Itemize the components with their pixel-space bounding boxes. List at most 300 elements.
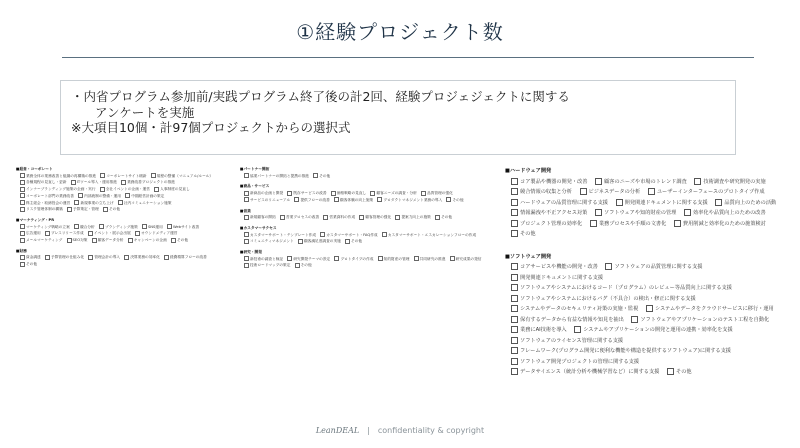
checklist-item-label: 顧客のニーズや市場のトレンド調査 (604, 178, 687, 185)
checklist-item (154, 186, 190, 193)
checklist-item (20, 179, 67, 186)
checklist-item (128, 237, 167, 244)
checkbox-icon (511, 220, 518, 227)
checklist-item (118, 200, 172, 207)
checklist-item (378, 256, 410, 263)
checklist-item (684, 208, 766, 219)
checklist-item (580, 187, 641, 198)
checkbox-icon (244, 239, 249, 244)
checklist-item-label: システムやデータをクラウドサービスに移行・運用 (654, 306, 774, 312)
checklist-item-label: ソフトウェアやアプリケーションのテスト工程を自動化 (640, 316, 770, 323)
checklist-item (511, 208, 587, 219)
checkbox-icon (151, 173, 156, 178)
checkbox-icon (45, 231, 50, 236)
checklist-item (511, 273, 603, 284)
checklist-item-label: 価格戦略の見直し (336, 191, 367, 196)
checklist-item (395, 214, 431, 221)
checkbox-icon (298, 239, 303, 244)
checkbox-icon (694, 178, 701, 185)
checklist-item-label: 社内コミュニケーション施策 (123, 200, 172, 205)
checklist-item (244, 256, 283, 263)
checklist-item (334, 197, 373, 204)
checklist-item-label: 業務改善プロジェクトの推進 (127, 180, 175, 185)
checkbox-icon (648, 188, 655, 195)
checklist-item (511, 229, 536, 240)
checklist-item (20, 206, 63, 213)
note-line-2: アンケートを実施 (95, 104, 195, 120)
checkbox-icon (20, 180, 25, 185)
checklist-item-label: ITツール導入・運用推進 (76, 180, 117, 185)
checkbox-icon (124, 255, 129, 260)
checklist-item-label: 提案力向上の施策 (401, 215, 431, 220)
checklist-item-label: マーケティング戦略の立案 (26, 224, 70, 229)
checklist-item (78, 193, 121, 200)
checklist-item (244, 190, 283, 197)
checklist-item (287, 256, 330, 263)
checklist-item-label: その他 (26, 262, 38, 267)
checkbox-icon (244, 215, 249, 220)
checklist-section (505, 252, 790, 378)
checkbox-icon (382, 232, 387, 237)
checkbox-icon (320, 232, 325, 237)
checklist-item (88, 230, 131, 237)
checklist-item-label: 中期経営計画の策定 (131, 193, 165, 198)
checkbox-icon (511, 230, 518, 237)
checklist-item (370, 190, 416, 197)
checklist-item (167, 224, 199, 231)
checklist-items (16, 254, 221, 267)
checkbox-icon (67, 207, 72, 212)
checkbox-icon (511, 316, 518, 323)
checklist-item (88, 254, 120, 261)
checkbox-icon (171, 238, 176, 243)
checklist-item-label: 品質向上のための活動 (724, 199, 777, 206)
checklist-section (240, 183, 490, 203)
checklist-items (240, 256, 490, 269)
checklist-item-label: コアサービスや機能の開発・改善 (520, 264, 598, 270)
checkbox-icon (167, 224, 172, 229)
checklist-item-label: 技術調査や研究開発の実施 (703, 178, 766, 185)
checkbox-icon (20, 255, 25, 260)
checklist-item (331, 190, 367, 197)
section-heading: ■パートナー開拓 (240, 167, 270, 171)
checklist-item-label: ユーザーインターフェースのプロトタイプ作成 (656, 189, 765, 195)
checkbox-icon (154, 187, 159, 192)
checklist-item (435, 214, 452, 221)
checklist-item (574, 325, 732, 336)
checklist-item (99, 224, 138, 231)
checklist-item-label: 営業プロセスの改善 (286, 215, 320, 220)
checkbox-icon (574, 326, 581, 333)
checklist-item (313, 173, 330, 180)
checklist-item-label: 既存サービスの改善 (293, 191, 327, 196)
checkbox-icon (244, 173, 249, 178)
checklist-item (511, 177, 587, 188)
checklist-item-label: コア製品や機器の開発・改善 (520, 178, 588, 185)
checkbox-icon (511, 274, 518, 281)
checklist-item-label: 規程の整備（マニュアル/ルール） (156, 173, 214, 178)
checklist-item (511, 346, 731, 357)
checkbox-icon (511, 188, 518, 195)
footer-separator: | (367, 426, 370, 435)
checkbox-icon (313, 173, 318, 178)
checkbox-icon (20, 224, 25, 229)
checklist-item (151, 173, 213, 180)
section-heading: ■財務 (16, 248, 27, 253)
checklist-item-label: 提供フローの改善 (300, 197, 330, 202)
checkbox-icon (287, 256, 292, 261)
checklist-item-label: 予算策定・管理 (73, 207, 99, 212)
checklist-item (511, 325, 567, 336)
checkbox-icon (435, 215, 440, 220)
checklist-section (16, 217, 221, 244)
checklist-column-3 (505, 166, 790, 390)
checkbox-icon (590, 220, 597, 227)
checklist-items (240, 214, 490, 221)
checklist-items (505, 177, 790, 240)
checklist-item (100, 173, 146, 180)
checklist-item-label: 研究開発テーマの設定 (293, 256, 331, 261)
checkbox-icon (511, 305, 518, 312)
checklist-item (320, 232, 377, 239)
checklist-item (103, 206, 120, 213)
checklist-item (359, 214, 391, 221)
checklist-item (605, 262, 702, 273)
checkbox-icon (67, 238, 72, 243)
checklist-item (45, 254, 84, 261)
checklist-item-label: 業務にAI技術を導入 (520, 327, 567, 333)
checkbox-icon (511, 199, 518, 206)
checklist-item (511, 367, 659, 378)
checklist-item-label: 全社イベントの企画・運営 (105, 187, 150, 192)
checklist-item (244, 232, 316, 239)
checklist-item (124, 254, 160, 261)
checkbox-icon (377, 197, 382, 202)
checkbox-icon (450, 256, 455, 261)
checkbox-icon (378, 256, 383, 261)
checklist-item (20, 230, 41, 237)
checklist-item-label: 情報漏洩や不正アクセス対策 (520, 210, 588, 216)
checklist-item (511, 219, 582, 230)
checkbox-icon (244, 191, 249, 196)
checklist-item-label: 営業資料の作成 (329, 215, 356, 220)
checklist-section (16, 166, 221, 213)
checklist-item (74, 224, 95, 231)
checklist-item-label: その他 (109, 207, 121, 212)
checklist-item-label: その他 (351, 239, 363, 244)
checkbox-icon (511, 284, 518, 291)
checklist-item (244, 214, 276, 221)
checkbox-icon (595, 178, 602, 185)
checkbox-icon (674, 220, 681, 227)
checkbox-icon (684, 209, 691, 216)
checklist-item (67, 237, 88, 244)
checkbox-icon (511, 368, 518, 375)
survey-note-box (60, 80, 736, 155)
checklist-item (446, 197, 463, 204)
checkbox-icon (646, 305, 653, 312)
checklist-column-2 (240, 166, 490, 273)
checklist-item-label: カスタマーサポート・FAQ作成 (326, 232, 378, 237)
checklist-item (511, 336, 623, 347)
checklist-item-label: システムやデータのセキュリティ対策の実施・監視 (520, 306, 639, 312)
checklist-item (345, 238, 362, 245)
checklist-item-label: ブランディング施策 (104, 224, 138, 229)
section-heading: ■マーケティング・PR (16, 217, 55, 222)
checklist-item-label: コーポレートサイト刷新 (106, 173, 147, 178)
checkbox-icon (446, 197, 451, 202)
checklist-item-label: 各種規程の見直し・更新 (26, 180, 67, 185)
checklist-item-label: プロトタイプの作成 (340, 256, 374, 261)
checklist-item-label: 費用削減と効率化のための施策検討 (682, 220, 766, 227)
checklist-item-label: プロダクトマネジメント業務の導入 (383, 197, 443, 202)
checklist-item (125, 193, 164, 200)
checklist-item (595, 177, 687, 188)
checkbox-icon (99, 224, 104, 229)
checklist-item-label: 共同研究の推進 (419, 256, 446, 261)
checkbox-icon (78, 193, 83, 198)
checklist-item-label: イベント・展示会出展 (93, 231, 131, 236)
checkbox-icon (595, 209, 602, 216)
checkbox-icon (244, 256, 249, 261)
checkbox-icon (511, 337, 518, 344)
checklist-items (240, 173, 490, 180)
checkbox-icon (580, 188, 587, 195)
section-heading: ■営業 (240, 208, 251, 213)
checklist-section (240, 249, 490, 269)
checkbox-icon (118, 200, 123, 205)
checklist-item (450, 256, 482, 263)
checkbox-icon (20, 231, 25, 236)
checklist-item-label: 広告運用 (26, 231, 41, 236)
checkbox-icon (616, 199, 623, 206)
checklist-item (45, 230, 84, 237)
checklist-item (595, 208, 676, 219)
checklist-item (135, 230, 178, 237)
section-heading: ■研究・開発 (240, 250, 262, 255)
checklist-item (667, 367, 692, 378)
checklist-item (142, 224, 163, 231)
checkbox-icon (395, 215, 400, 220)
checklist-item (298, 238, 341, 245)
checklist-item-label: その他 (300, 263, 312, 268)
checklist-item (511, 315, 624, 326)
checklist-item-label: サービスのリニューアル (250, 197, 291, 202)
checklist-item (715, 198, 776, 209)
checklist-item (20, 193, 74, 200)
checklist-item-label: 顧客体験の向上施策 (340, 197, 374, 202)
checklist-item-label: ソフトウェアやシステムにおけるバグ（不具合）の検出・修正に関する支援 (520, 295, 696, 302)
title-divider (62, 57, 754, 58)
checklist-item (295, 262, 312, 269)
checkbox-icon (605, 263, 612, 270)
checklist-item-label: 株主総会・取締役会の運営 (26, 200, 71, 205)
checkbox-icon (244, 263, 249, 268)
checklist-item (20, 173, 96, 180)
checkbox-icon (20, 238, 25, 243)
checklist-item (646, 304, 774, 315)
checklist-item-label: 顧客満足度調査の実施 (303, 239, 341, 244)
checklist-item-label: ソフトウェアのライセンス管理に関する支援 (520, 337, 624, 344)
checklist-item-label: コミュニティマネジメント (250, 239, 294, 244)
checklist-item (244, 197, 290, 204)
checkbox-icon (414, 256, 419, 261)
checklist-item-label: インナーブランディング施策の企画・実行 (26, 187, 96, 192)
checklist-item-label: 競合分析 (80, 224, 95, 229)
checklist-item (511, 187, 572, 198)
checklist-section (16, 248, 221, 268)
checkbox-icon (331, 191, 336, 196)
checkbox-icon (294, 197, 299, 202)
checklist-item (71, 179, 117, 186)
checklist-item-label: ソフトウェアや知的財産の管理 (603, 210, 677, 216)
checklist-section (505, 166, 790, 240)
checkbox-icon (128, 238, 133, 243)
checkbox-icon (511, 209, 518, 216)
checklist-item-label: ソフトウェアやシステムにおけるコード（プログラム）のレビュー等品質向上に関する支援 (520, 285, 732, 291)
checklist-item (377, 197, 442, 204)
checklist-item (67, 206, 99, 213)
checklist-item-label: 新規顧客の開拓 (250, 215, 276, 220)
checklist-item-label: ソフトウェア開発プロジェクトの管理に関する支援 (520, 358, 640, 365)
checklist-item-label: 品質管理の強化 (427, 191, 453, 196)
checklist-item-label: メールマーケティング (26, 238, 63, 243)
checklist-item-label: 新商品の企画と開発 (250, 191, 284, 196)
checklist-item-label: ハードウェアの品質管理に関する支援 (520, 199, 608, 206)
checklist-item (511, 283, 732, 294)
note-line-3: ※大項目10個・計97個プロジェクトからの選択式 (71, 120, 351, 135)
checklist-item-label: 知的財産の管理 (383, 256, 410, 261)
checkbox-icon (135, 231, 140, 236)
section-heading: ■経営・コーポレート (16, 167, 53, 171)
checklist-items (16, 173, 221, 213)
checklist-item-label: 保有するデータから有益な情報や知見を抽出 (520, 316, 624, 323)
checkbox-icon (511, 347, 518, 354)
checklist-item (674, 219, 766, 230)
checklist-section (240, 166, 490, 179)
checklist-item (244, 262, 290, 269)
checklist-item (164, 254, 207, 261)
checkbox-icon (121, 180, 126, 185)
checkbox-icon (511, 178, 518, 185)
checklist-item (244, 238, 294, 245)
checklist-item-label: その他 (177, 238, 189, 243)
checklist-item-label: その他 (676, 369, 692, 375)
checkbox-icon (334, 256, 339, 261)
checklist-item-label: 新技術の調査と検証 (250, 256, 284, 261)
checklist-item-label: 技術ロードマップの策定 (250, 263, 291, 268)
checklist-item-label: 管理会計の導入 (94, 255, 121, 260)
checkbox-icon (20, 173, 25, 178)
checklist-item (20, 224, 70, 231)
footer-text: confidentiality & copyright (377, 426, 485, 435)
checkbox-icon (103, 207, 108, 212)
checkbox-icon (244, 197, 249, 202)
checklist-item-label: ソフトウェアの品質管理に関する支援 (614, 264, 703, 270)
checklist-items (505, 262, 790, 378)
checkbox-icon (71, 180, 76, 185)
checkbox-icon (511, 326, 518, 333)
checklist-item (20, 237, 62, 244)
checklist-item-label: 経費精算フローの改善 (170, 255, 207, 260)
checklist-item (20, 254, 41, 261)
checklist-item (648, 187, 765, 198)
checkbox-icon (74, 200, 79, 205)
checkbox-icon (295, 263, 300, 268)
checklist-item (511, 304, 638, 315)
checklist-item-label: その他 (452, 197, 464, 202)
checklist-item-label: 内部統制の整備・運用 (84, 193, 121, 198)
note-line-1: ・内省プログラム参加前/実践プログラム終了後の計2回、経験プロジェジェクトに関する (71, 89, 570, 104)
checklist-item-label: 研究成果の発信 (455, 256, 482, 261)
page-title: ①経験プロジェクト数 (296, 20, 504, 44)
checklist-item (616, 198, 708, 209)
checklist-item-label: プレスリリース作成 (50, 231, 84, 236)
checkbox-icon (244, 232, 249, 237)
checklist-item (511, 357, 639, 368)
checklist-item-label: Webサイト改善 (172, 224, 200, 229)
section-heading: ■ハードウェア開発 (505, 168, 552, 174)
checklist-item-label: 予算管理の仕組み化 (50, 255, 85, 260)
checklist-item (244, 173, 309, 180)
checklist-item-label: データサイエンス（統計分析や機械学習など）に関する支援 (520, 369, 660, 375)
checkbox-icon (125, 193, 130, 198)
checkbox-icon (20, 200, 25, 205)
checklist-item (20, 186, 96, 193)
checklist-item (287, 190, 326, 197)
checkbox-icon (20, 193, 25, 198)
checklist-item-label: 業務全体の業務改善と組織の再構築の推進 (26, 173, 97, 178)
checklist-item-label: 協業パートナーの開拓と提携の推進 (250, 173, 309, 178)
checkbox-icon (74, 224, 79, 229)
checkbox-icon (100, 173, 105, 178)
checklist-section (240, 225, 490, 245)
checklist-item (511, 294, 696, 305)
checklist-item-label: コーポレート部門の業務改善 (26, 193, 74, 198)
checklist-item-label: 開発関連ドキュメントに関する支援 (520, 274, 604, 281)
checklist-item (590, 219, 666, 230)
checklist-item-label: ビジネスデータの分析 (588, 189, 641, 195)
checklist-item (334, 256, 373, 263)
checklist-item-label: オウンドメディア運営 (140, 231, 178, 236)
checklist-item (323, 214, 355, 221)
checkbox-icon (511, 295, 518, 302)
checkbox-icon (100, 187, 105, 192)
checklist-item (92, 237, 124, 244)
checkbox-icon (421, 191, 426, 196)
checkbox-icon (164, 255, 169, 260)
checklist-item-label: 人事制度の見直し (160, 187, 190, 192)
checkbox-icon (511, 358, 518, 365)
checklist-item-label: その他 (441, 215, 453, 220)
checklist-item (280, 214, 319, 221)
checkbox-icon (715, 199, 722, 206)
checklist-item (511, 198, 608, 209)
section-heading: ■商品・サービス (240, 184, 270, 189)
checkbox-icon (88, 231, 93, 236)
checkbox-icon (334, 197, 339, 202)
checkbox-icon (20, 207, 25, 212)
checklist-item-label: 顧客ニーズの調査・分析 (376, 191, 417, 196)
checklist-item-label: 顧客管理の強化 (365, 215, 392, 220)
checkbox-icon (631, 316, 638, 323)
checklist-items (240, 232, 490, 245)
checklist-section (240, 208, 490, 221)
checklist-items (16, 224, 221, 244)
checklist-item-label: プロジェクト管理の効率化 (520, 220, 583, 227)
checklist-item (382, 232, 476, 239)
footer (0, 426, 800, 435)
